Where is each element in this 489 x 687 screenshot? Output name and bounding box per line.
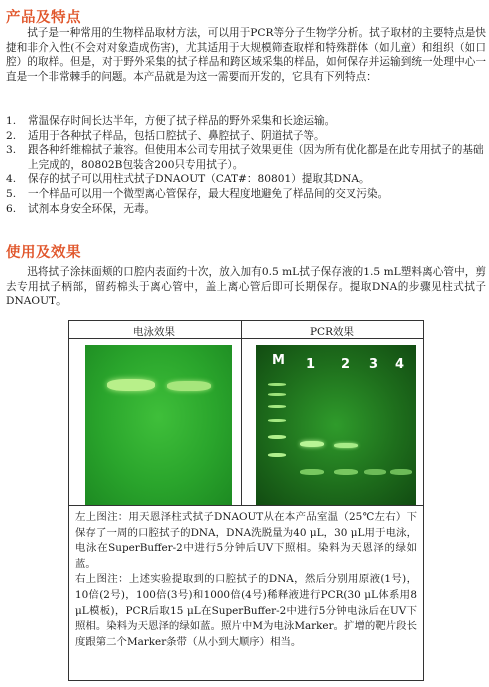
features-list: [6, 114, 486, 216]
primer-band: [390, 469, 412, 475]
figure-caption: [68, 506, 424, 681]
lane-label: M: [272, 353, 285, 368]
marker-band: [268, 383, 286, 386]
caption-left: 左上图注：用天恩泽柱式拭子DNAOUT从在本产品室温（25℃左右）下保存了一周的口腔拭子的DNA，DNA洗脱量为40 μL，30 μL用于电泳，电泳在SuperBuffer-2中进行5分钟后UV下照相。染料为天恩泽的绿如蓝。: [75, 511, 417, 570]
usage-intro: 迅将拭子涂抹面颊的口腔内表面约十次，放入加有0.5 mL拭子保存液的1.5 mL塑料离心管中，剪去专用拭子柄部，留药棉头于离心管中，盖上离心管后即可长期保存。提取DNA的步骤见柱式拭子DNAOUT。: [6, 266, 486, 308]
lane-label: 1: [306, 357, 316, 372]
marker-band: [268, 453, 286, 457]
primer-band: [300, 469, 324, 475]
lane-label: 2: [341, 357, 351, 372]
figure-divider: [69, 338, 423, 339]
pcr-band: [300, 441, 324, 447]
list-item: 5. 一个样品可以用一个微型离心管保存，最大程度地避免了样品间的交叉污染。: [6, 187, 389, 200]
marker-band: [268, 393, 286, 396]
pcr-gel-image: [256, 345, 416, 505]
primer-band: [364, 469, 386, 475]
list-item: 6. 试剂本身安全环保，无毒。: [6, 202, 156, 215]
primer-band: [334, 469, 358, 475]
gel-band: [167, 381, 211, 391]
caption-right: 右上图注：上述实验提取到的口腔拭子的DNA，然后分别用原液(1号)，10倍(2号)，100倍(3号)和1000倍(4号)稀释液进行PCR(30 μL体系用8 μL模板)，PCR后取15 μL在SuperBuffer-2中进行5分钟电泳后在UV下照相。染料为天恩泽的绿如蓝。照片中M为电泳Marker。扩增的靶片段长度跟第二个Marker条带（从小到大顺序）相当。: [75, 573, 417, 648]
figure-title-pcr: PCR效果: [309, 326, 354, 338]
list-item: 2. 适用于各种拭子样品，包括口腔拭子、鼻腔拭子、阴道拭子等。: [6, 129, 325, 142]
figure-divider: [241, 321, 242, 505]
list-item: 3. 跟各种纤维棉拭子兼容。但使用本公司专用拭子效果更佳（因为所有优化都是在此专用拭子的基础上完成的，80802B包装含200只专用拭子）。: [6, 144, 484, 171]
list-item: 4. 保存的拭子可以用柱式拭子DNAOUT（CAT#：80801）提取其DNA。: [6, 173, 370, 186]
electrophoresis-gel-image: [85, 345, 232, 505]
marker-band: [268, 435, 286, 439]
lane-label: 4: [395, 357, 405, 372]
figure-box: [68, 320, 424, 506]
marker-band: [268, 419, 286, 422]
section-title-features: 产品及特点: [6, 10, 81, 26]
marker-band: [268, 405, 286, 408]
lane-label: 3: [369, 357, 379, 372]
gel-band: [107, 379, 155, 391]
features-intro: 拭子是一种常用的生物样品取材方法，可以用于PCR等分子生物学分析。拭子取材的主要特点是快捷和非介入性(不会对对象造成伤害)，尤其适用于大规模筛查取样和特殊群体（如儿童）和组织（如口腔）的取样。但是，对于野外采集的拭子样品和跨区域采集的样品，如何保存并运输到统一处理中心一直是一个非常棘手的问题。本产品就是为这一需要而开发的，它具有下列特点：: [6, 27, 486, 83]
figure-title-electrophoresis: 电泳效果: [133, 326, 175, 338]
list-item: 1. 常温保存时间长达半年，方便了拭子样品的野外采集和长途运输。: [6, 115, 336, 127]
section-title-usage: 使用及效果: [6, 245, 81, 261]
pcr-band: [334, 443, 358, 448]
